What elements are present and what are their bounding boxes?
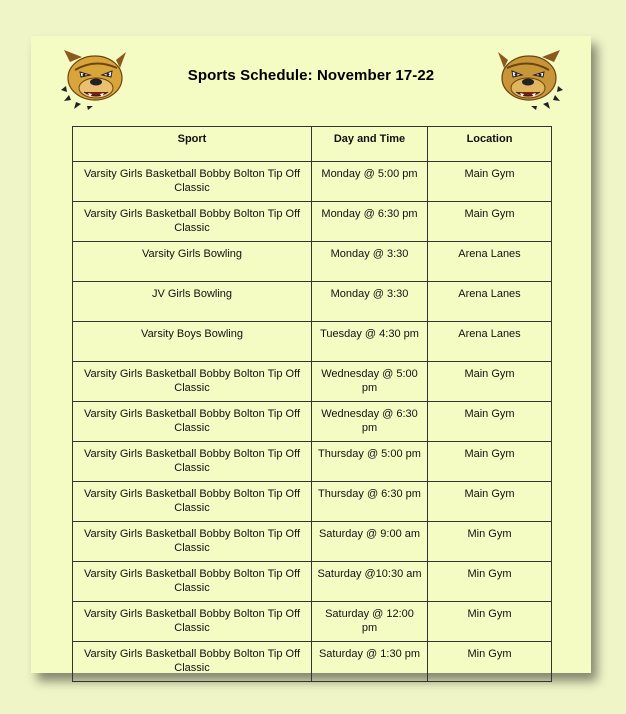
cell-day-time: Monday @ 5:00 pm — [312, 162, 428, 202]
table-row — [73, 322, 552, 362]
cell-day-time: Monday @ 3:30 — [312, 282, 428, 322]
cell-day-time: Thursday @ 5:00 pm — [312, 442, 428, 482]
schedule-page — [31, 36, 591, 673]
cell-location: Arena Lanes — [428, 242, 552, 282]
header-day-and-time: Day and Time — [312, 127, 428, 162]
cell-day-time: Saturday @10:30 am — [312, 562, 428, 602]
cell-sport: Varsity Girls Basketball Bobby Bolton Tip Off Classic — [73, 482, 312, 522]
cell-location: Min Gym — [428, 602, 552, 642]
cell-sport: Varsity Girls Basketball Bobby Bolton Tip Off Classic — [73, 402, 312, 442]
cell-day-time: Saturday @ 12:00 pm — [312, 602, 428, 642]
cell-day-time: Monday @ 6:30 pm — [312, 202, 428, 242]
cell-day-time: Saturday @ 1:30 pm — [312, 642, 428, 682]
cell-location: Main Gym — [428, 402, 552, 442]
page-title: Sports Schedule: November 17-22 — [187, 67, 435, 84]
cell-location: Arena Lanes — [428, 322, 552, 362]
cell-location: Main Gym — [428, 362, 552, 402]
cell-day-time: Monday @ 3:30 — [312, 242, 428, 282]
schedule-table — [72, 126, 552, 682]
cell-day-time: Tuesday @ 4:30 pm — [312, 322, 428, 362]
cell-location: Min Gym — [428, 642, 552, 682]
table-row — [73, 562, 552, 602]
cell-sport: Varsity Boys Bowling — [73, 322, 312, 362]
table-row — [73, 402, 552, 442]
table-row — [73, 202, 552, 242]
cell-day-time: Wednesday @ 6:30 pm — [312, 402, 428, 442]
cell-sport: Varsity Girls Basketball Bobby Bolton Tip Off Classic — [73, 562, 312, 602]
header-sport: Sport — [73, 127, 312, 162]
cell-sport: Varsity Girls Basketball Bobby Bolton Tip Off Classic — [73, 642, 312, 682]
cell-sport: Varsity Girls Bowling — [73, 242, 312, 282]
cell-location: Min Gym — [428, 522, 552, 562]
header-location: Location — [428, 127, 552, 162]
cell-day-time: Wednesday @ 5:00 pm — [312, 362, 428, 402]
table-row — [73, 162, 552, 202]
cell-day-time: Thursday @ 6:30 pm — [312, 482, 428, 522]
cell-sport: Varsity Girls Basketball Bobby Bolton Tip Off Classic — [73, 362, 312, 402]
cell-sport: Varsity Girls Basketball Bobby Bolton Tip Off Classic — [73, 522, 312, 562]
table-row — [73, 482, 552, 522]
table-row — [73, 242, 552, 282]
cell-sport: Varsity Girls Basketball Bobby Bolton Tip Off Classic — [73, 602, 312, 642]
cell-sport: Varsity Girls Basketball Bobby Bolton Tip Off Classic — [73, 202, 312, 242]
table-row — [73, 362, 552, 402]
cell-location: Main Gym — [428, 202, 552, 242]
cell-location: Arena Lanes — [428, 282, 552, 322]
table-row — [73, 522, 552, 562]
table-header-row — [73, 127, 552, 162]
bulldog-mascot-icon — [494, 48, 564, 110]
cell-sport: Varsity Girls Basketball Bobby Bolton Tip Off Classic — [73, 162, 312, 202]
cell-location: Main Gym — [428, 482, 552, 522]
table-row — [73, 442, 552, 482]
cell-location: Min Gym — [428, 562, 552, 602]
cell-day-time: Saturday @ 9:00 am — [312, 522, 428, 562]
table-row — [73, 602, 552, 642]
table-row — [73, 282, 552, 322]
cell-sport: Varsity Girls Basketball Bobby Bolton Tip Off Classic — [73, 442, 312, 482]
table-row — [73, 642, 552, 682]
cell-location: Main Gym — [428, 442, 552, 482]
cell-location: Main Gym — [428, 162, 552, 202]
cell-sport: JV Girls Bowling — [73, 282, 312, 322]
